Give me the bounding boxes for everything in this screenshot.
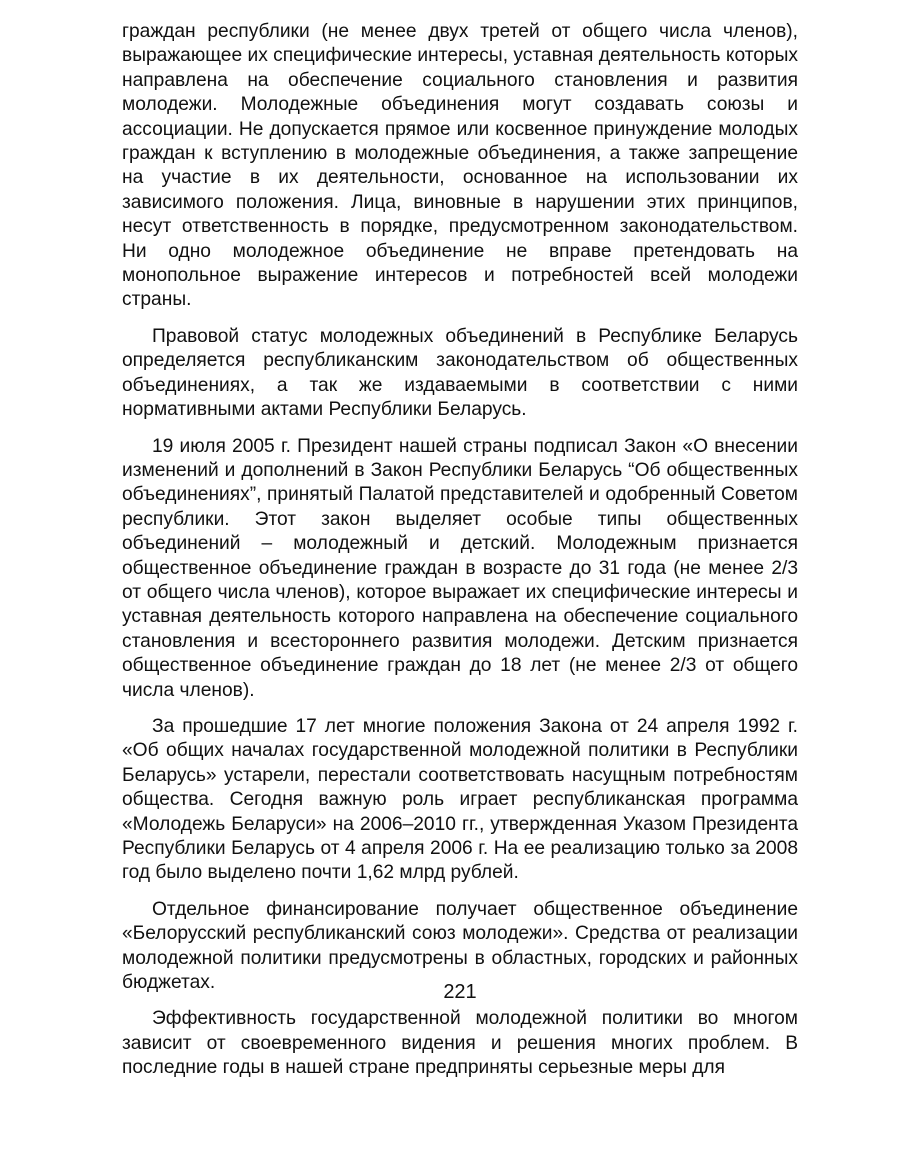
page-body bbox=[122, 20, 798, 1093]
paragraph-6: Эффективность государственной молодежной политики во многом зависит от своевременного видения и решения многих проблем. В последние годы в нашей стране предприняты серьезные меры для bbox=[122, 1008, 798, 1079]
paragraph-1: граждан республики (не менее двух третей от общего числа членов), выражающее их специфические интересы, уставная деятельность которых направлена на обеспечение социального становления и развития молодежи. Молодежные объединения могут создавать союзы и ассоциации. Не допускается прямое или косвенное принуждение молодых граждан к вступлению в молодежные объединения, а также запрещение на участие в их деятельности, основанное на использовании их зависимого положения. Лица, виновные в нарушении этих принципов, несут ответственность в порядке, предусмотренном законодательством. Ни одно молодежное объединение не вправе претендовать на монопольное выражение интересов и потребностей всей молодежи страны. bbox=[122, 21, 798, 311]
page-number: 221 bbox=[443, 981, 477, 1003]
paragraph-3: 19 июля 2005 г. Президент нашей страны подписал Закон «О внесении изменений и дополнений в Закон Республики Беларусь “Об общественных объединениях”, принятый Палатой представителей и одобренный Советом республики. Этот закон выделяет особые типы общественных объединений – молодежный и детский. Молодежным признается общественное объединение граждан в возрасте до 31 года (не менее 2/3 от общего числа членов), которое выражает их специфические интересы и уставная деятельность которого направлена на обеспечение социального становления и всестороннего развития молодежи. Детским признается общественное объединение граждан до 18 лет (не менее 2/3 от общего числа членов). bbox=[122, 435, 798, 701]
paragraph-2: Правовой статус молодежных объединений в Республике Беларусь определяется республиканским законодательством об общественных объединениях, а так же издаваемыми в соответствии с ними нормативными актами Республики Беларусь. bbox=[122, 325, 798, 421]
paragraph-4: За прошедшие 17 лет многие положения Закона от 24 апреля 1992 г. «Об общих началах государственной молодежной политики в Республики Беларусь» устарели, перестали соответствовать насущным потребностям общества. Сегодня важную роль играет республиканская программа «Молодежь Беларуси» на 2006–2010 гг., утвержденная Указом Президента Республики Беларусь от 4 апреля 2006 г. На ее реализацию только за 2008 год было выделено почти 1,62 млрд рублей. bbox=[122, 715, 798, 884]
paragraph-5: Отдельное финансирование получает общественное объединение «Белорусский республиканский союз молодежи». Средства от реализации молодежной политики предусмотрены в областных, городских и районных бюджетах. bbox=[122, 898, 798, 994]
